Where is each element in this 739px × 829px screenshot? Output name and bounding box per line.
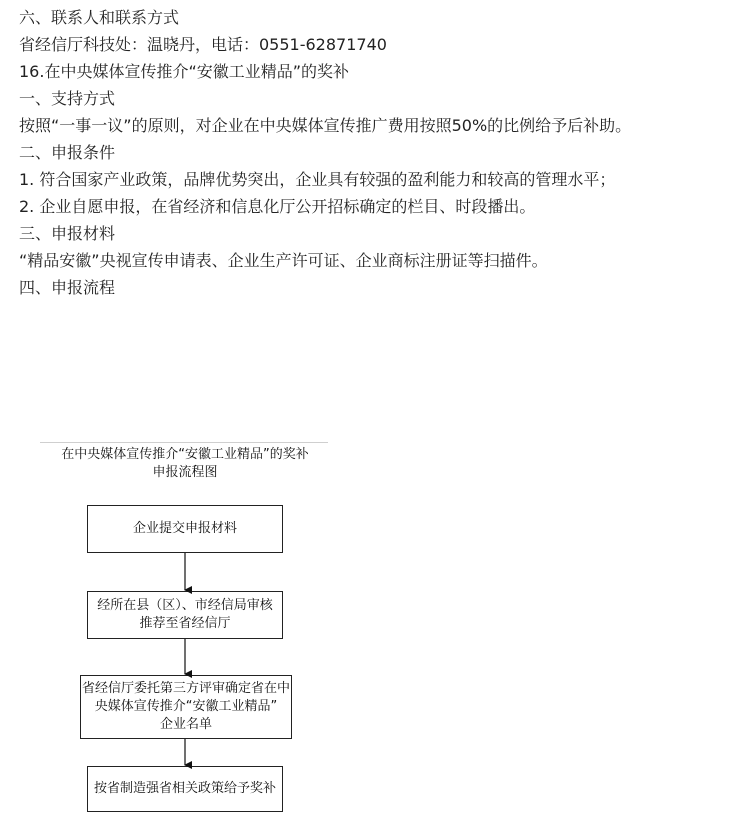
flowchart-title-line-1: 在中央媒体宣传推介“安徽工业精品”的奖补 [61, 447, 309, 462]
flow-step-text: 企业提交申报材料 [132, 521, 237, 536]
flow-step-text: 企业名单 [159, 717, 212, 732]
flow-step-text: 推荐至省经信厅 [139, 616, 231, 631]
section-2-heading: 二、申报条件 [19, 143, 116, 162]
condition-1: 1. 符合国家产业政策，品牌优势突出，企业具有较强的盈利能力和较高的管理水平； [19, 170, 616, 189]
section-1-heading: 一、支持方式 [19, 89, 116, 108]
flowchart [40, 442, 330, 822]
document-body [19, 4, 731, 301]
item-16-title: 16.在中央媒体宣传推介“安徽工业精品”的奖补 [19, 62, 350, 81]
support-method-text: 按照“一事一议”的原则，对企业在中央媒体宣传推广费用按照50%的比例给予后补助。 [19, 116, 632, 135]
flowchart-title-line-2: 申报流程图 [152, 465, 218, 480]
flow-step-text: 省经信厅委托第三方评审确定省在中 [81, 681, 290, 696]
contact-info: 省经信厅科技处：温晓丹，电话：0551-62871740 [19, 35, 387, 54]
section-4-heading: 四、申报流程 [19, 278, 116, 297]
materials-text: “精品安徽”央视宣传申请表、企业生产许可证、企业商标注册证等扫描件。 [19, 251, 548, 270]
condition-2: 2. 企业自愿申报，在省经济和信息化厅公开招标确定的栏目、时段播出。 [19, 197, 536, 216]
flow-step-text: 按省制造强省相关政策给予奖补 [93, 781, 276, 796]
section-3-heading: 三、申报材料 [19, 224, 116, 243]
flow-step-text: 央媒体宣传推介“安徽工业精品” [94, 699, 278, 714]
flowchart-arrows [40, 442, 330, 822]
flow-step-text: 经所在县（区）、市经信局审核 [97, 598, 273, 613]
section-6-heading: 六、联系人和联系方式 [19, 8, 180, 27]
